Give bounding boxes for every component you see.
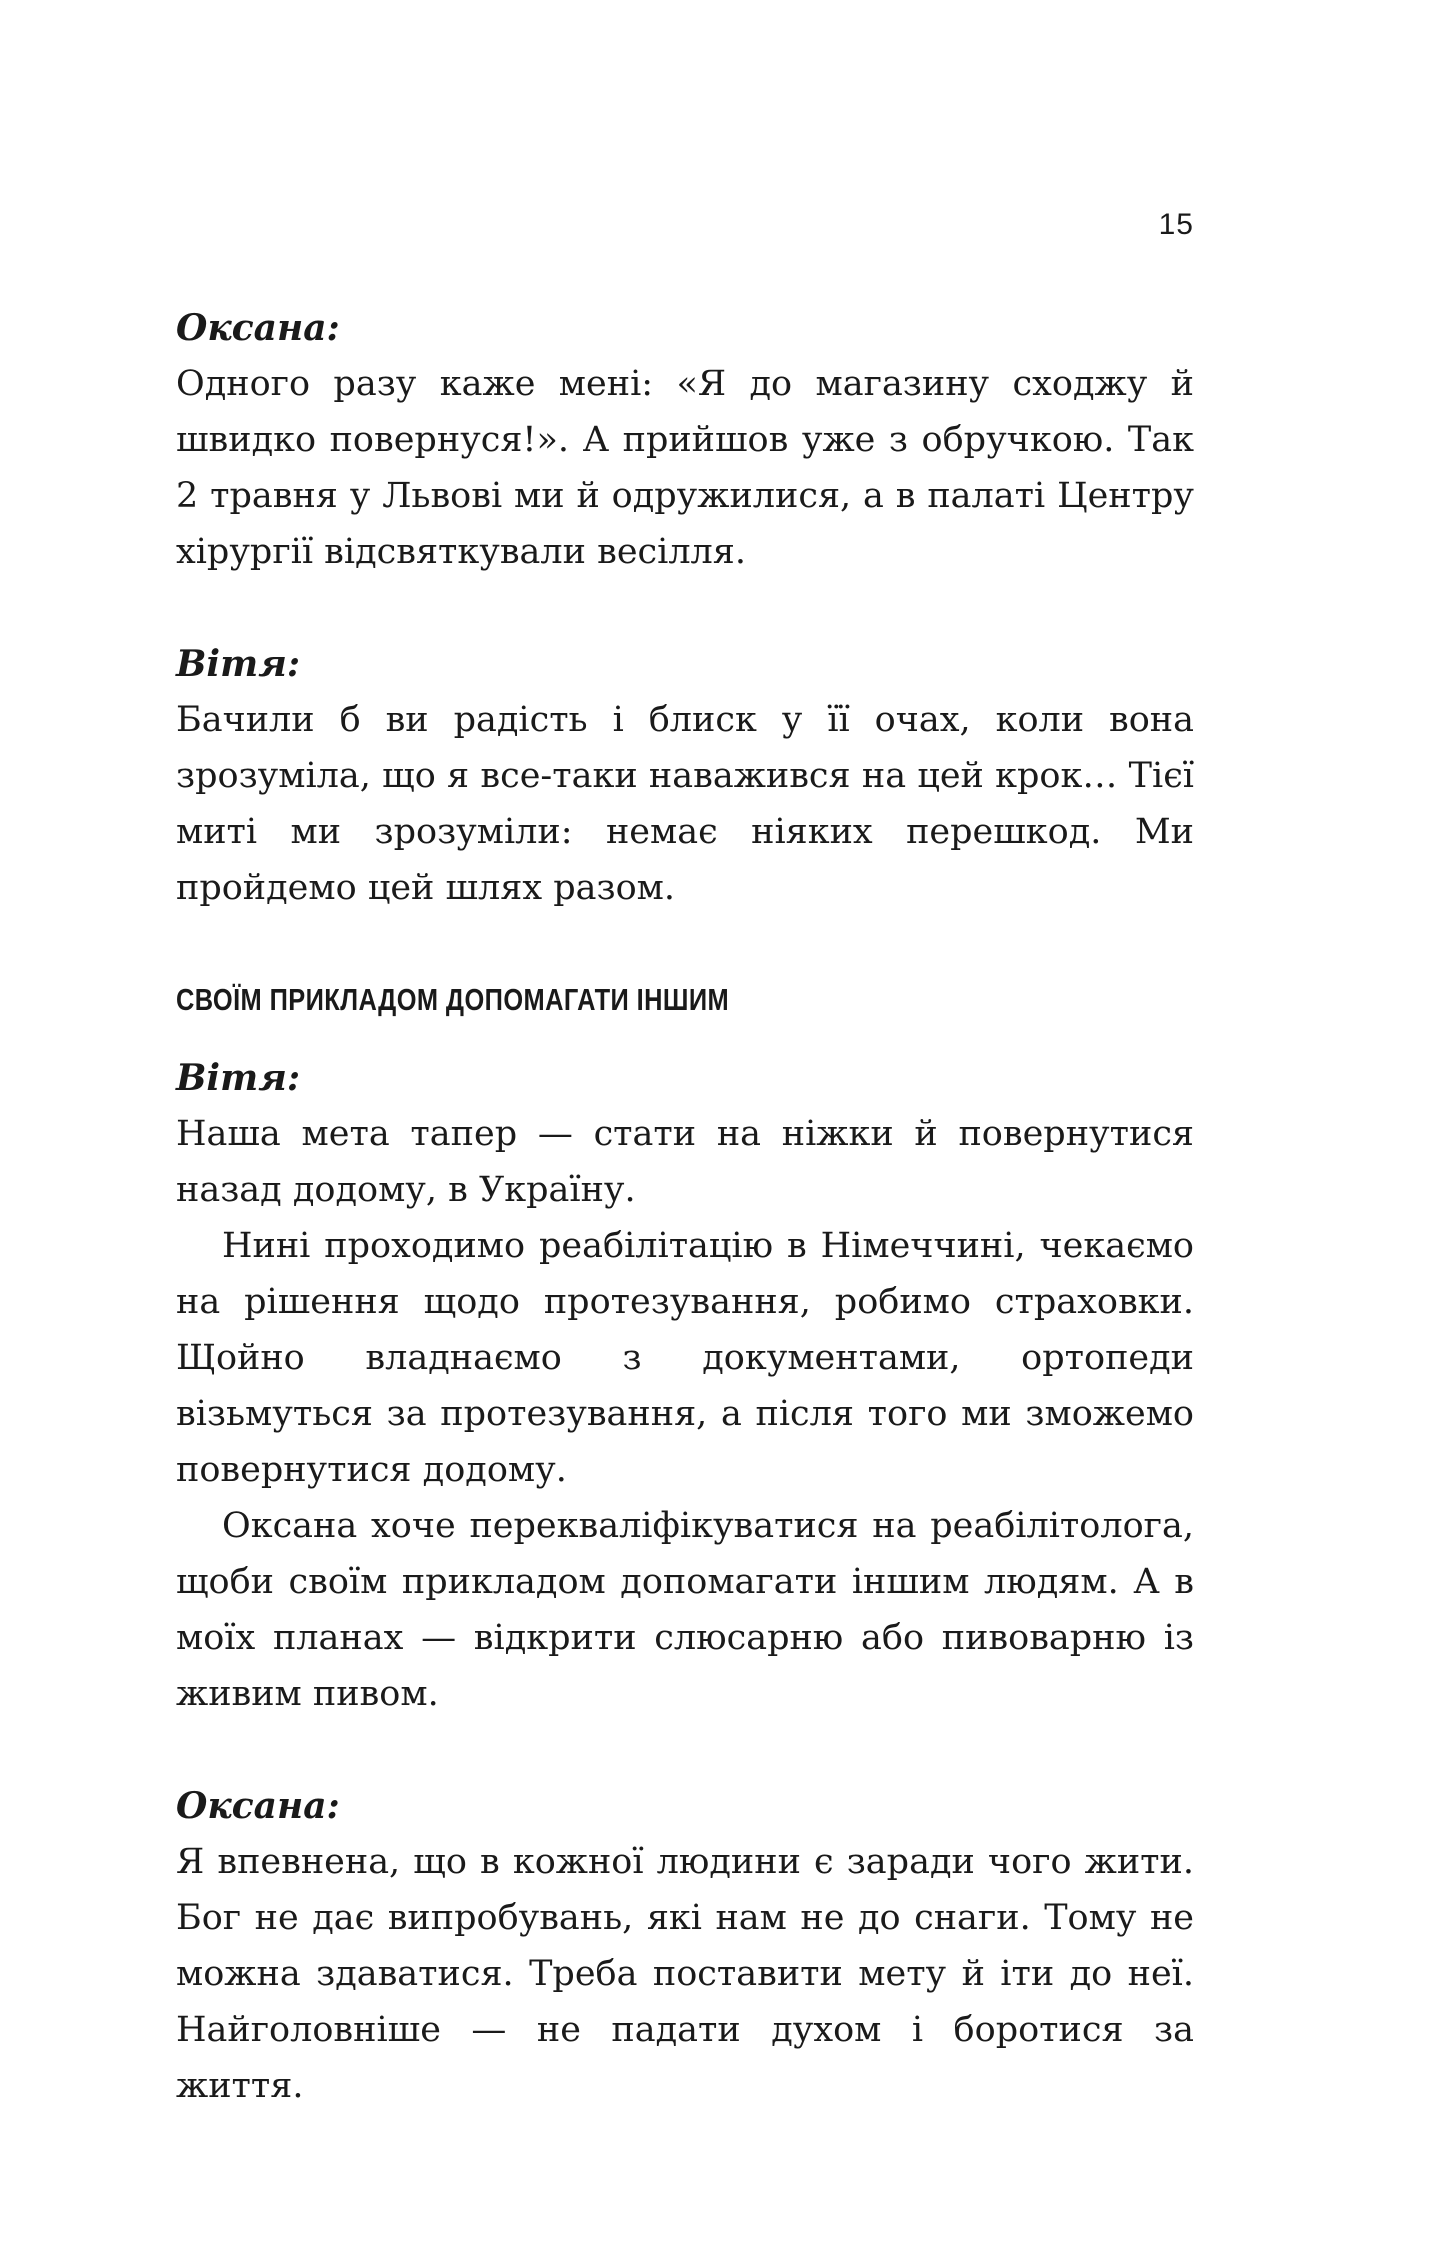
page-body [176,300,1194,2170]
dialogue-block-oksana-2 [176,1778,1194,2114]
speaker-name: Вітя: [176,643,301,685]
paragraph: Я впевнена, що в кожної людини є заради чого жити. Бог не дає випробувань, які нам не до снаги. Тому не можна здаватися. Треба поставити мету й іти до неї. Найголовніше — не падати духом і боротися за життя. [176,1842,1194,2106]
dialogue-block-oksana-1 [176,300,1194,580]
paragraph: Оксана хоче перекваліфікуватися на реабілітолога, щоби своїм прикладом допомагати іншим людям. А в моїх планах — відкрити слюсарню або пивоварню із живим пивом. [176,1506,1194,1714]
dialogue-block-vitia-1 [176,636,1194,916]
speaker-name: Оксана: [176,1785,340,1827]
speaker-name: Вітя: [176,1057,301,1099]
paragraph: Наша мета тапер — стати на ніжки й повернутися назад додому, в Україну. [176,1114,1194,1210]
speaker-name: Оксана: [176,307,340,349]
paragraph: Нині проходимо реабілітацію в Німеччині, чекаємо на рішення щодо протезування, робимо страховки. Щойно владнаємо з документами, ортопеди візьмуться за протезування, а після того ми зможемо повернутися додому. [176,1226,1194,1490]
page-number: 15 [1158,208,1194,241]
paragraph: Одного разу каже мені: «Я до магазину сходжу й швидко повернуся!». А прийшов уже з обручкою. Так 2 травня у Львові ми й одружилися, а в палаті Центру хірургії відсвяткували весілля. [176,364,1194,572]
section-heading: СВОЇМ ПРИКЛАДОМ ДОПОМАГАТИ ІНШИМ [176,982,730,1017]
paragraph: Бачили б ви радість і блиск у її очах, коли вона зрозуміла, що я все-таки наважився на цей крок… Тієї миті ми зрозуміли: немає ніяких перешкод. Ми пройдемо цей шлях разом. [176,700,1194,908]
dialogue-block-vitia-2 [176,1050,1194,1722]
